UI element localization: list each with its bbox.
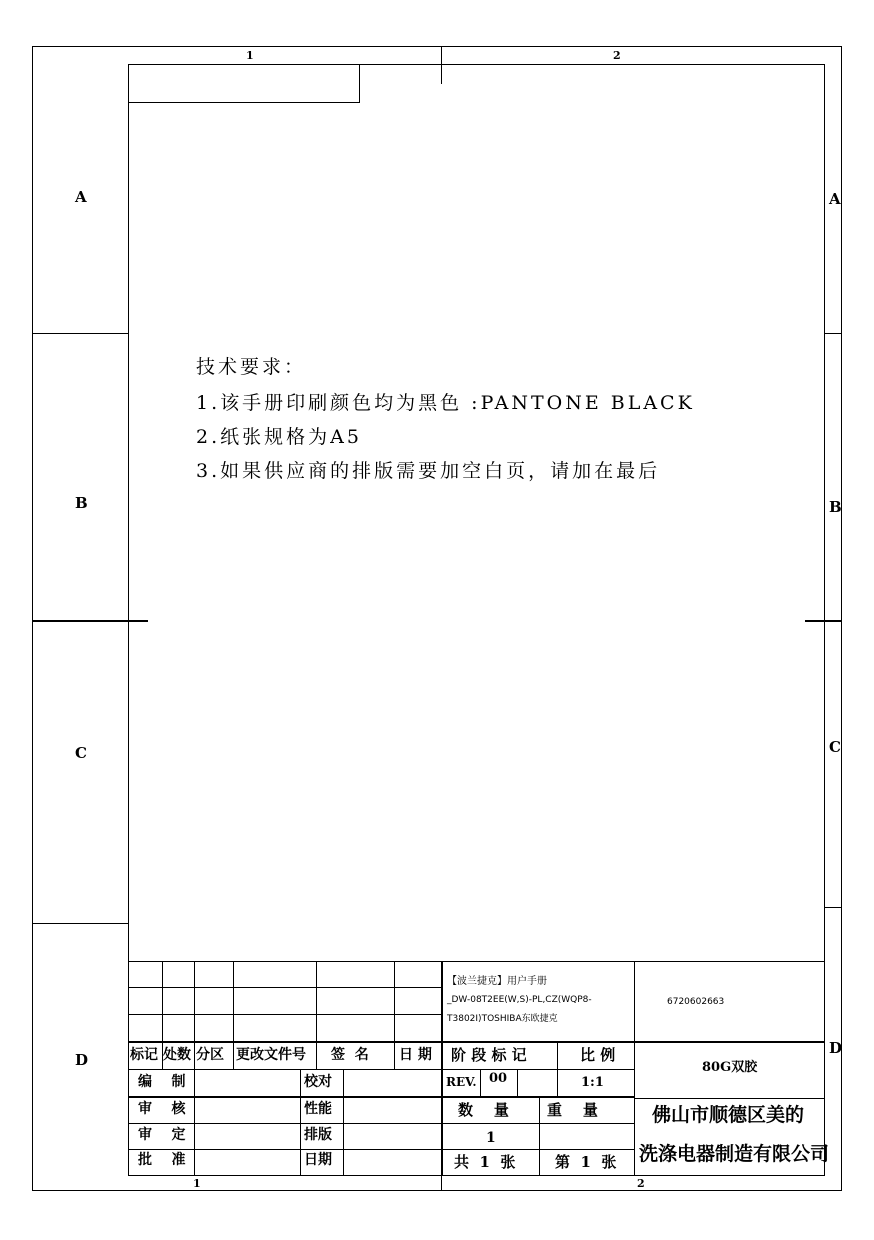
zone-row-label: B <box>75 494 88 512</box>
role-drawn: 编 制 <box>138 1074 186 1090</box>
zone-divider <box>441 46 442 84</box>
zone-divider <box>32 923 128 924</box>
role-check: 校对 <box>304 1074 332 1090</box>
role-layout: 排版 <box>304 1127 332 1143</box>
drawing-title: _DW-08T2EE(W,S)-PL,CZ(WQP8- <box>447 995 592 1005</box>
rev-value: 00 <box>489 1071 508 1086</box>
header-date: 日 期 <box>399 1047 432 1063</box>
header-mark: 标记 <box>130 1047 158 1063</box>
scale-label: 比 例 <box>580 1046 616 1064</box>
zone-divider <box>825 333 842 334</box>
quantity-value: 1 <box>486 1130 496 1146</box>
quantity-label: 数 量 <box>458 1101 509 1119</box>
role-approved-tech: 审 定 <box>138 1127 186 1143</box>
requirement-item: 3.如果供应商的排版需要加空白页，请加在最后 <box>196 460 661 482</box>
role-date: 日期 <box>304 1152 332 1168</box>
zone-divider <box>32 620 148 622</box>
weight-label: 重 量 <box>547 1101 598 1119</box>
scale-value: 1:1 <box>581 1075 604 1090</box>
role-reviewed: 审 核 <box>138 1101 186 1117</box>
zone-divider <box>441 1176 442 1191</box>
requirements-title: 技术要求： <box>196 356 307 378</box>
zone-row-label: A <box>829 190 841 208</box>
rev-label: REV. <box>446 1075 477 1089</box>
header-zone: 分区 <box>196 1047 224 1063</box>
zone-col-label: 2 <box>613 49 621 62</box>
role-approved: 批 准 <box>138 1152 186 1168</box>
zone-col-label: 2 <box>637 1177 645 1190</box>
zone-row-label: D <box>829 1039 843 1057</box>
role-performance: 性能 <box>304 1101 332 1117</box>
zone-divider <box>32 333 128 334</box>
header-change-doc: 更改文件号 <box>236 1047 306 1063</box>
zone-col-label: 1 <box>193 1177 201 1190</box>
company-name: 佛山市顺德区美的 <box>652 1104 805 1126</box>
sheet-number: 第 1 张 <box>555 1153 617 1171</box>
sheets-total: 共 1 张 <box>454 1153 516 1171</box>
requirement-item: 2.纸张规格为A5 <box>196 426 362 448</box>
zone-row-label: A <box>75 188 87 206</box>
part-number: 6720602663 <box>667 997 725 1007</box>
zone-col-label: 1 <box>246 49 254 62</box>
company-name: 洗涤电器制造有限公司 <box>639 1143 830 1165</box>
stage-mark-label: 阶 段 标 记 <box>451 1046 527 1064</box>
zone-row-label: C <box>829 738 841 756</box>
top-left-label-box <box>128 64 360 103</box>
material: 80G双胶 <box>702 1060 758 1075</box>
header-count: 处数 <box>163 1047 191 1063</box>
requirement-item: 1.该手册印刷颜色均为黑色 :PANTONE BLACK <box>196 392 695 414</box>
zone-divider <box>825 907 842 908</box>
zone-row-label: C <box>75 744 87 762</box>
zone-divider <box>805 620 842 622</box>
drawing-title: 【波兰捷克】用户手册 <box>447 976 547 987</box>
header-signature: 签 名 <box>331 1047 369 1063</box>
zone-row-label: B <box>829 498 842 516</box>
drawing-title: T3802I)TOSHIBA东欧捷克 <box>447 1014 558 1024</box>
zone-row-label: D <box>75 1051 89 1069</box>
